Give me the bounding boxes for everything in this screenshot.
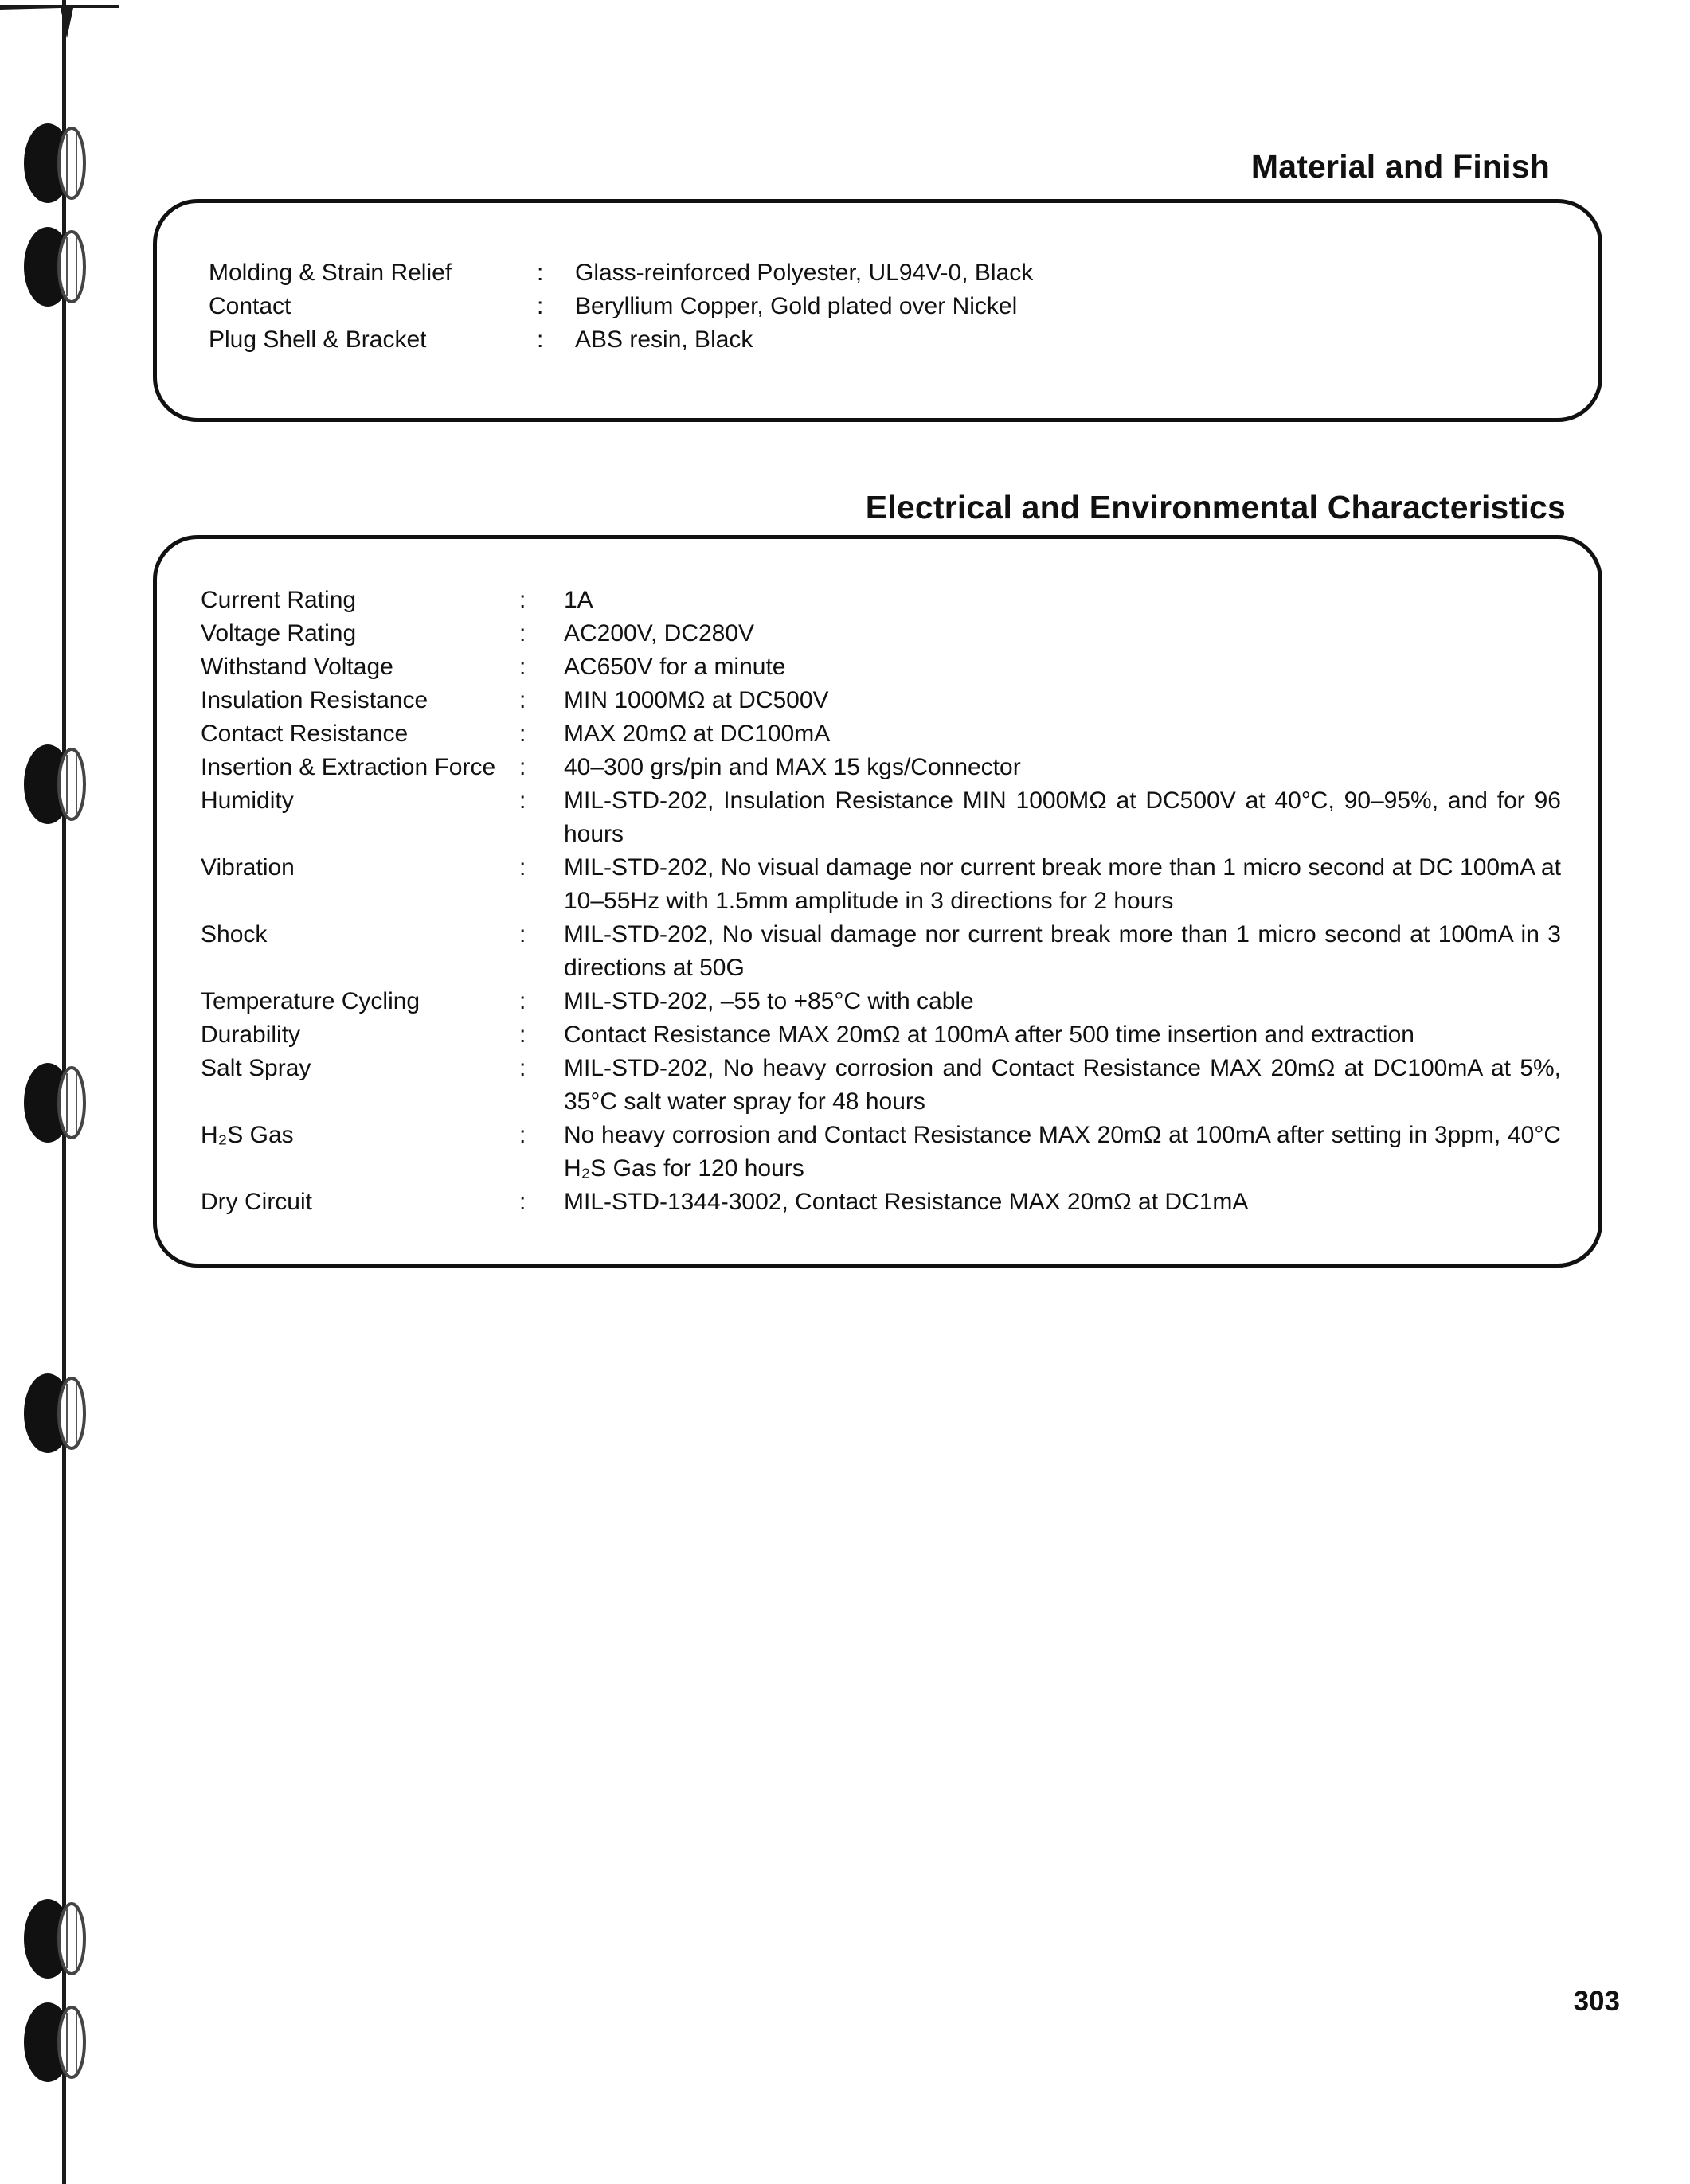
spec-row — [201, 651, 1561, 684]
spec-value: AC200V, DC280V — [564, 620, 755, 647]
spec-label: Contact — [209, 293, 291, 319]
spec-label: Molding & Strain Relief — [209, 260, 452, 286]
spec-separator: : — [519, 1122, 526, 1148]
spec-label: Withstand Voltage — [201, 654, 393, 680]
electrical-environmental-rows — [201, 584, 1561, 1219]
spec-row — [201, 717, 1561, 751]
spec-value: MIL-STD-202, No visual damage nor current break more than 1 micro second at 100mA in 3 directions at 50G — [564, 921, 1561, 981]
spec-row — [201, 684, 1561, 717]
binder-ring-icon — [10, 1998, 105, 2086]
spec-value: AC650V for a minute — [564, 654, 786, 680]
binder-edge — [0, 0, 111, 2184]
spec-label: Durability — [201, 1022, 301, 1048]
spec-separator: : — [537, 260, 544, 286]
spec-value: 40–300 grs/pin and MAX 15 kgs/Connector — [564, 754, 1021, 780]
spec-label: Salt Spray — [201, 1055, 311, 1081]
binder-ring-icon — [10, 223, 105, 311]
material-finish-rows — [209, 256, 1292, 357]
spec-row — [209, 323, 1292, 357]
spec-label: Voltage Rating — [201, 620, 357, 647]
spec-value: MAX 20mΩ at DC100mA — [564, 721, 831, 747]
spec-value: MIL-STD-202, Insulation Resistance MIN 1000MΩ at DC500V at 40°C, 90–95%, and for 96 hours — [564, 787, 1561, 847]
electrical-environmental-table — [201, 584, 1561, 1219]
section-title-material-finish: Material and Finish — [1250, 148, 1550, 185]
spec-separator: : — [519, 654, 526, 680]
spec-value: Contact Resistance MAX 20mΩ at 100mA after 500 time insertion and extraction — [564, 1022, 1414, 1048]
spec-label: Insulation Resistance — [201, 687, 428, 713]
spec-label: Shock — [201, 921, 268, 947]
binder-ring-icon — [10, 1369, 105, 1457]
spec-label: Contact Resistance — [201, 721, 409, 747]
spec-label: Vibration — [201, 854, 295, 881]
spec-value: 1A — [564, 587, 593, 613]
spec-row — [201, 1052, 1561, 1119]
spec-label: Current Rating — [201, 587, 357, 613]
spec-separator: : — [519, 687, 526, 713]
spec-value: MIL-STD-202, No heavy corrosion and Contact Resistance MAX 20mΩ at DC100mA at 5%, 35°C salt water spray for 48 hours — [564, 1055, 1561, 1115]
spec-row — [201, 751, 1561, 784]
spec-separator: : — [537, 293, 544, 319]
spec-value: ABS resin, Black — [575, 326, 753, 353]
binder-ring-icon — [10, 119, 105, 207]
material-finish-table — [209, 256, 1292, 357]
spec-separator: : — [519, 921, 526, 947]
spec-value: MIL-STD-1344-3002, Contact Resistance MAX 20mΩ at DC1mA — [564, 1189, 1249, 1215]
spec-label: Temperature Cycling — [201, 988, 421, 1014]
spec-value: Beryllium Copper, Gold plated over Nickel — [575, 293, 1018, 319]
spec-separator: : — [519, 721, 526, 747]
section-title-electrical-environmental: Electrical and Environmental Characteristics — [865, 489, 1566, 525]
spec-row — [201, 1018, 1561, 1052]
spec-row — [201, 584, 1561, 617]
binder-corner-icon — [0, 0, 119, 40]
spec-row — [201, 1119, 1561, 1186]
spec-label: Insertion & Extraction Force — [201, 754, 496, 780]
spec-separator: : — [519, 620, 526, 647]
spec-separator: : — [537, 326, 544, 353]
spec-separator: : — [519, 1055, 526, 1081]
spec-separator: : — [519, 1189, 526, 1215]
spec-row — [201, 851, 1561, 918]
spec-row — [201, 617, 1561, 651]
binder-ring-icon — [10, 740, 105, 828]
spec-label: Dry Circuit — [201, 1189, 312, 1215]
spec-label: H₂S Gas — [201, 1122, 294, 1148]
spec-value: Glass-reinforced Polyester, UL94V-0, Black — [575, 260, 1034, 286]
spec-separator: : — [519, 587, 526, 613]
spec-value: MIL-STD-202, –55 to +85°C with cable — [564, 988, 974, 1014]
binder-ring-icon — [10, 1059, 105, 1147]
spec-separator: : — [519, 1022, 526, 1048]
spec-value: No heavy corrosion and Contact Resistance MAX 20mΩ at 100mA after setting in 3ppm, 40°C H₂S Gas for 120 hours — [564, 1122, 1561, 1182]
spec-separator: : — [519, 787, 526, 814]
spec-row — [209, 256, 1292, 290]
spec-row — [201, 918, 1561, 985]
spec-value: MIL-STD-202, No visual damage nor current break more than 1 micro second at DC 100mA at 10–55Hz with 1.5mm amplitude in 3 directions for 2 hours — [564, 854, 1561, 914]
binder-ring-icon — [10, 1895, 105, 1983]
spec-label: Humidity — [201, 787, 294, 814]
spec-label: Plug Shell & Bracket — [209, 326, 427, 353]
spec-row — [201, 784, 1561, 851]
spec-separator: : — [519, 988, 526, 1014]
spec-row — [209, 290, 1292, 323]
spec-separator: : — [519, 754, 526, 780]
spec-row — [201, 985, 1561, 1018]
spec-separator: : — [519, 854, 526, 881]
spec-value: MIN 1000MΩ at DC500V — [564, 687, 829, 713]
page-number: 303 — [1573, 1986, 1620, 2017]
spec-row — [201, 1186, 1561, 1219]
